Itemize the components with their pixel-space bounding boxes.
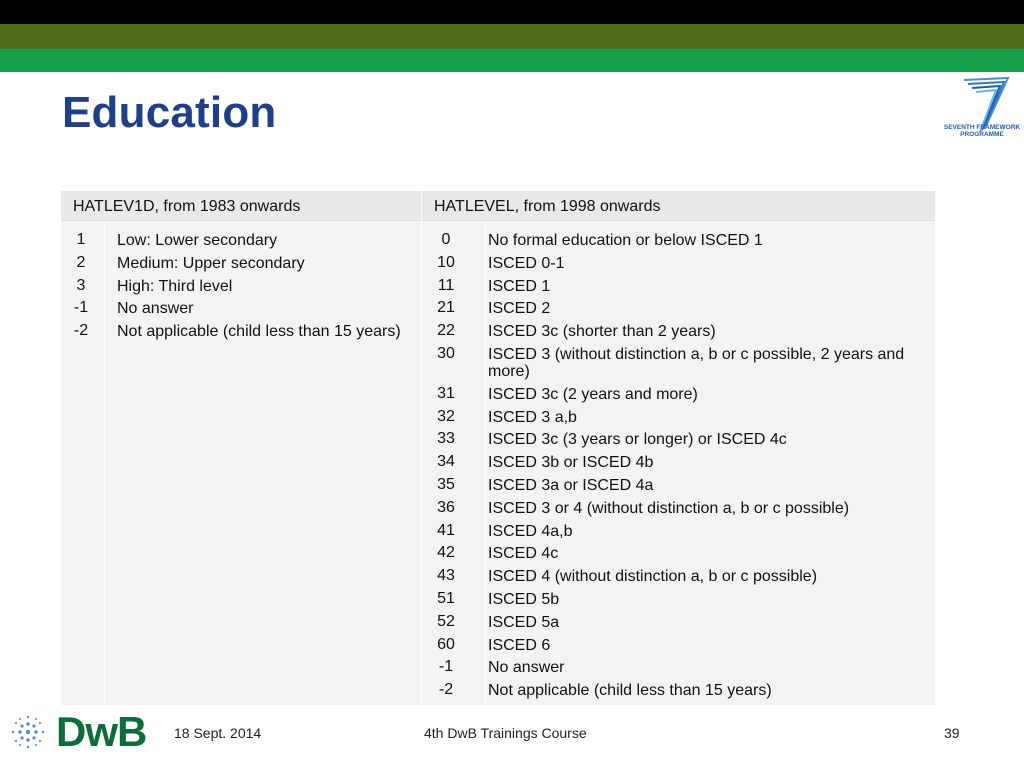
right-code: 0 (441, 231, 451, 248)
right-code: 41 (437, 521, 455, 539)
fp7-caption (942, 124, 1022, 138)
right-code: -2 (438, 681, 454, 699)
right-code: 36 (437, 498, 455, 516)
dwb-logo-text: DwB (56, 708, 147, 755)
left-label: Not applicable (child less than 15 years) (117, 323, 401, 341)
top-bar-olive (0, 24, 1024, 49)
left-label: Low: Lower secondary (117, 232, 278, 249)
right-label: No formal education or below ISCED 1 (488, 232, 763, 249)
right-code: 51 (437, 589, 455, 607)
right-label: ISCED 3 (without distinction a, b or c possible, 2 years and more) (488, 345, 905, 380)
right-code: 22 (437, 322, 455, 340)
right-label: Not applicable (child less than 15 years) (488, 682, 772, 700)
right-label: ISCED 5b (488, 590, 560, 608)
left-code: 3 (76, 276, 86, 294)
right-label: ISCED 4 (without distinction a, b or c possible) (488, 568, 818, 586)
top-bar-green (0, 49, 1024, 72)
right-label: ISCED 2 (488, 300, 551, 318)
left-code: 2 (76, 253, 86, 271)
fp7-caption-line1: SEVENTH FRAMEWORK (943, 124, 1021, 131)
right-code: 43 (437, 567, 455, 585)
row-spacer (422, 366, 470, 383)
left-label: Medium: Upper secondary (117, 254, 305, 272)
table-header-hatlev1d: HATLEV1D, from 1983 onwards (61, 191, 421, 222)
footer-course: 4th DwB Trainings Course (424, 725, 587, 741)
right-label: ISCED 3b or ISCED 4b (488, 454, 654, 472)
right-code: 35 (437, 475, 455, 493)
right-code: 60 (437, 635, 455, 653)
right-label-column (486, 223, 935, 705)
right-code-column (422, 223, 485, 705)
right-label: ISCED 0-1 (488, 254, 565, 272)
right-label: ISCED 3c (shorter than 2 years) (488, 323, 716, 341)
right-label: ISCED 4a,b (488, 522, 573, 540)
left-code: -2 (73, 322, 89, 340)
top-bar-black (0, 0, 1024, 24)
right-code: 52 (437, 612, 455, 630)
right-code: 10 (437, 253, 455, 271)
footer-page-number: 39 (944, 725, 960, 741)
table-header-hatlevel: HATLEVEL, from 1998 onwards (422, 191, 935, 222)
education-table (61, 191, 935, 705)
left-code: -1 (73, 299, 89, 317)
right-label: ISCED 3 a,b (488, 408, 577, 426)
right-label: ISCED 3c (2 years and more) (488, 385, 698, 403)
right-code: 30 (437, 344, 455, 362)
right-label: ISCED 5a (488, 613, 560, 631)
right-label: ISCED 4c (488, 545, 559, 563)
right-code: 32 (437, 407, 455, 425)
right-code: 11 (437, 276, 455, 294)
right-label: ISCED 3 or 4 (without distinction a, b or c possible) (488, 499, 850, 517)
right-label: ISCED 6 (488, 636, 551, 654)
right-label: ISCED 3a or ISCED 4a (488, 476, 654, 494)
left-label: No answer (117, 300, 194, 318)
left-label: High: Third level (117, 277, 233, 295)
right-code: 31 (437, 384, 455, 402)
left-code-column (61, 223, 104, 705)
right-code: 33 (437, 430, 455, 448)
right-code: 34 (437, 453, 455, 471)
right-code: -1 (438, 658, 454, 676)
left-code: 1 (76, 231, 86, 248)
right-label: ISCED 1 (488, 277, 551, 295)
right-code: 21 (437, 299, 455, 317)
right-label: ISCED 3c (3 years or longer) or ISCED 4c (488, 431, 787, 449)
slide-title: Education (62, 88, 277, 137)
footer-date: 18 Sept. 2014 (174, 725, 262, 741)
right-label: No answer (488, 659, 565, 677)
left-label-column (105, 223, 421, 705)
fp7-caption-line2: PROGRAMME (960, 131, 1004, 138)
right-code: 42 (437, 544, 455, 562)
